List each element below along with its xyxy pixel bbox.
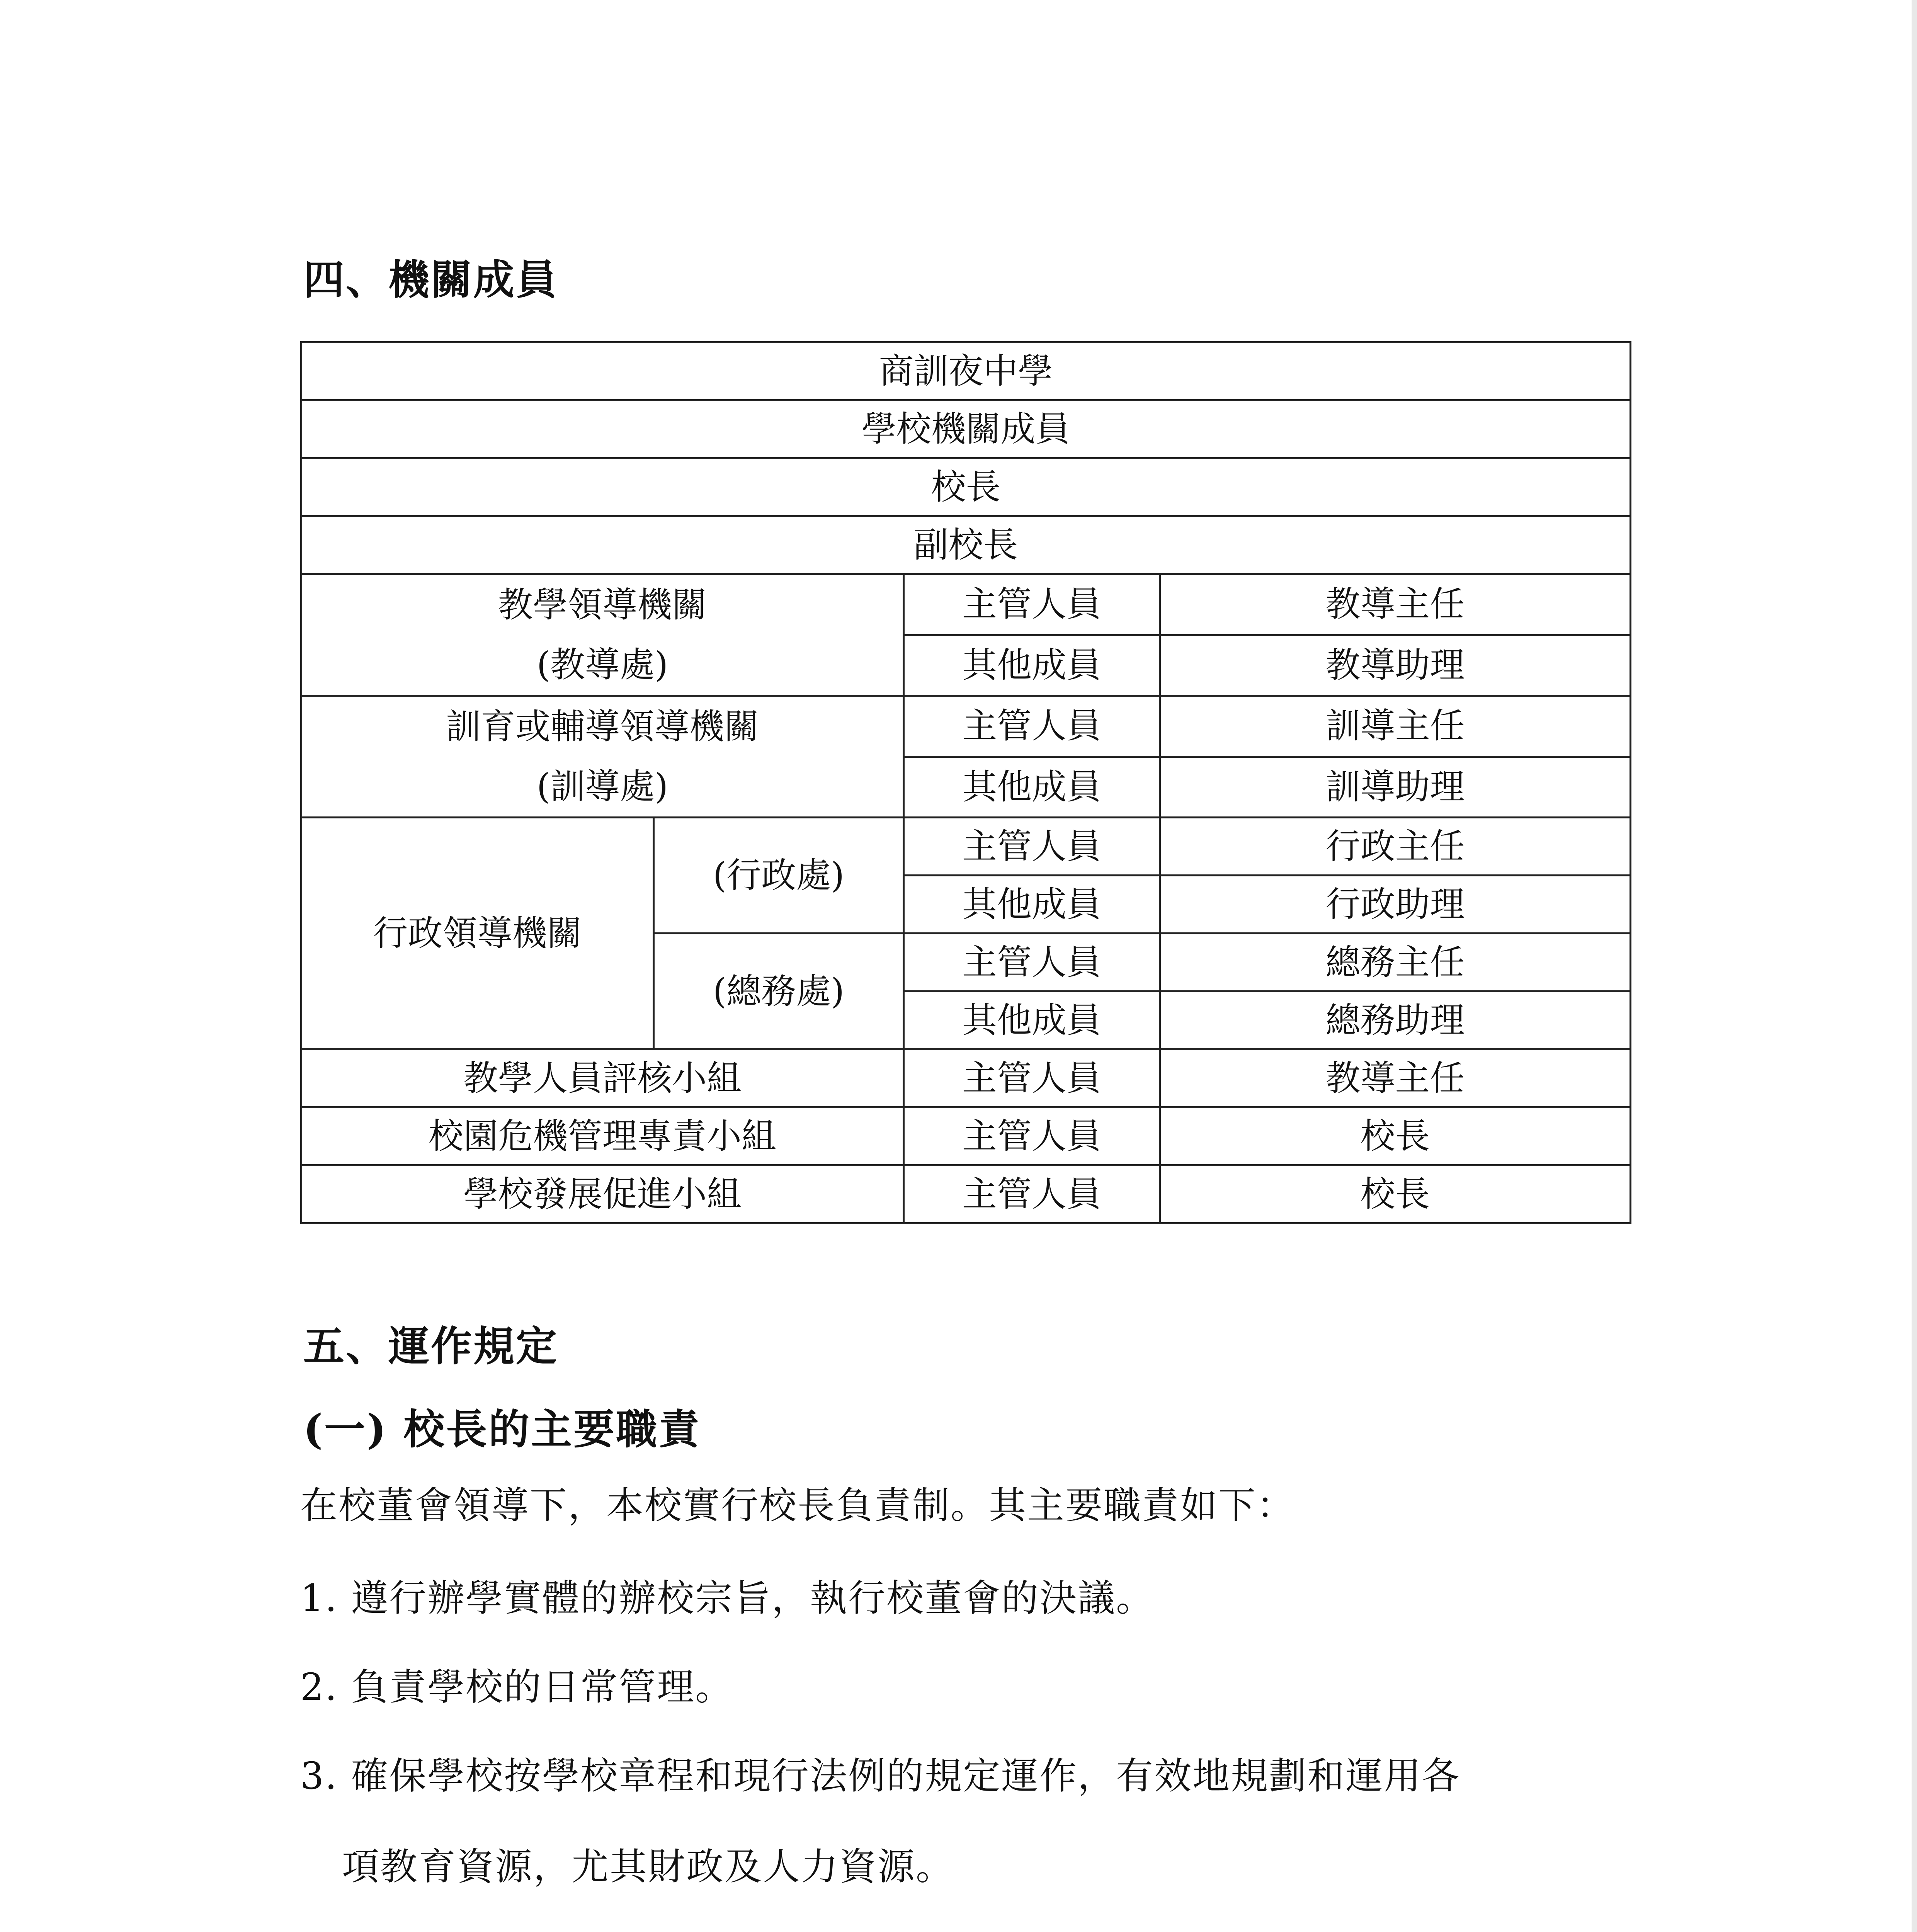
role-cell: 主管人員 xyxy=(904,1049,1160,1107)
duty-item: 2. 負責學校的日常管理。 xyxy=(300,1665,734,1709)
table-row xyxy=(301,400,1631,458)
principal-cell: 校長 xyxy=(301,458,1631,516)
member-cell: 行政主任 xyxy=(1160,818,1631,876)
role-cell: 其他成員 xyxy=(904,992,1160,1049)
member-cell: 教導主任 xyxy=(1160,574,1631,635)
vice-principal-cell: 副校長 xyxy=(301,516,1631,574)
admin-body-cell: 行政領導機關 xyxy=(301,818,654,1049)
general-office-cell: (總務處) xyxy=(654,934,904,1049)
table-row xyxy=(301,1049,1631,1107)
member-cell: 校長 xyxy=(1160,1165,1631,1223)
role-cell: 主管人員 xyxy=(904,934,1160,992)
subheading-principal-duties: (一) 校長的主要職責 xyxy=(303,1405,701,1453)
page-edge xyxy=(1912,0,1917,1932)
member-cell: 總務助理 xyxy=(1160,992,1631,1049)
role-cell: 主管人員 xyxy=(904,574,1160,635)
table-row xyxy=(301,818,1631,876)
guidance-body-office: (訓導處) xyxy=(536,766,668,807)
duty-item: 3. 確保學校按學校章程和現行法例的規定運作，有效地規劃和運用各 xyxy=(300,1754,1461,1798)
role-cell: 主管人員 xyxy=(904,818,1160,876)
table-row xyxy=(301,1165,1631,1223)
member-cell: 校長 xyxy=(1160,1107,1631,1165)
guidance-body-name: 訓育或輔導領導機關 xyxy=(446,706,759,747)
role-cell: 主管人員 xyxy=(904,696,1160,757)
group-name-cell: 教學人員評核小組 xyxy=(301,1049,904,1107)
member-cell: 總務主任 xyxy=(1160,934,1631,992)
role-cell: 其他成員 xyxy=(904,757,1160,818)
member-cell: 教導主任 xyxy=(1160,1049,1631,1107)
members-table xyxy=(300,341,1631,1224)
school-name-cell: 商訓夜中學 xyxy=(301,342,1631,400)
role-cell: 其他成員 xyxy=(904,635,1160,696)
section-heading-operation: 五、運作規定 xyxy=(303,1322,558,1370)
admin-office-cell: (行政處) xyxy=(654,818,904,934)
teaching-body-office: (教導處) xyxy=(536,645,668,685)
group-name-cell: 校園危機管理專責小組 xyxy=(301,1107,904,1165)
member-cell: 教導助理 xyxy=(1160,635,1631,696)
role-cell: 主管人員 xyxy=(904,1107,1160,1165)
role-cell: 主管人員 xyxy=(904,1165,1160,1223)
duty-item-continuation: 項教育資源，尤其財政及人力資源。 xyxy=(342,1845,954,1888)
table-row xyxy=(301,458,1631,516)
duty-item xyxy=(300,1926,848,1932)
member-cell: 訓導助理 xyxy=(1160,757,1631,818)
table-row xyxy=(301,574,1631,635)
table-row xyxy=(301,696,1631,757)
member-cell: 行政助理 xyxy=(1160,876,1631,934)
role-cell: 其他成員 xyxy=(904,876,1160,934)
section-heading-members: 四、機關成員 xyxy=(303,255,558,304)
intro-paragraph: 在校董會領導下，本校實行校長負責制。其主要職責如下： xyxy=(300,1484,1295,1527)
table-row xyxy=(301,342,1631,400)
teaching-body-cell xyxy=(301,574,904,696)
duty-item: 1. 遵行辦學實體的辦校宗旨，執行校董會的決議。 xyxy=(300,1577,1155,1620)
guidance-body-cell xyxy=(301,696,904,818)
members-title-cell: 學校機關成員 xyxy=(301,400,1631,458)
teaching-body-name: 教學領導機關 xyxy=(498,585,707,625)
table-row xyxy=(301,516,1631,574)
member-cell: 訓導主任 xyxy=(1160,696,1631,757)
group-name-cell: 學校發展促進小組 xyxy=(301,1165,904,1223)
table-row xyxy=(301,1107,1631,1165)
